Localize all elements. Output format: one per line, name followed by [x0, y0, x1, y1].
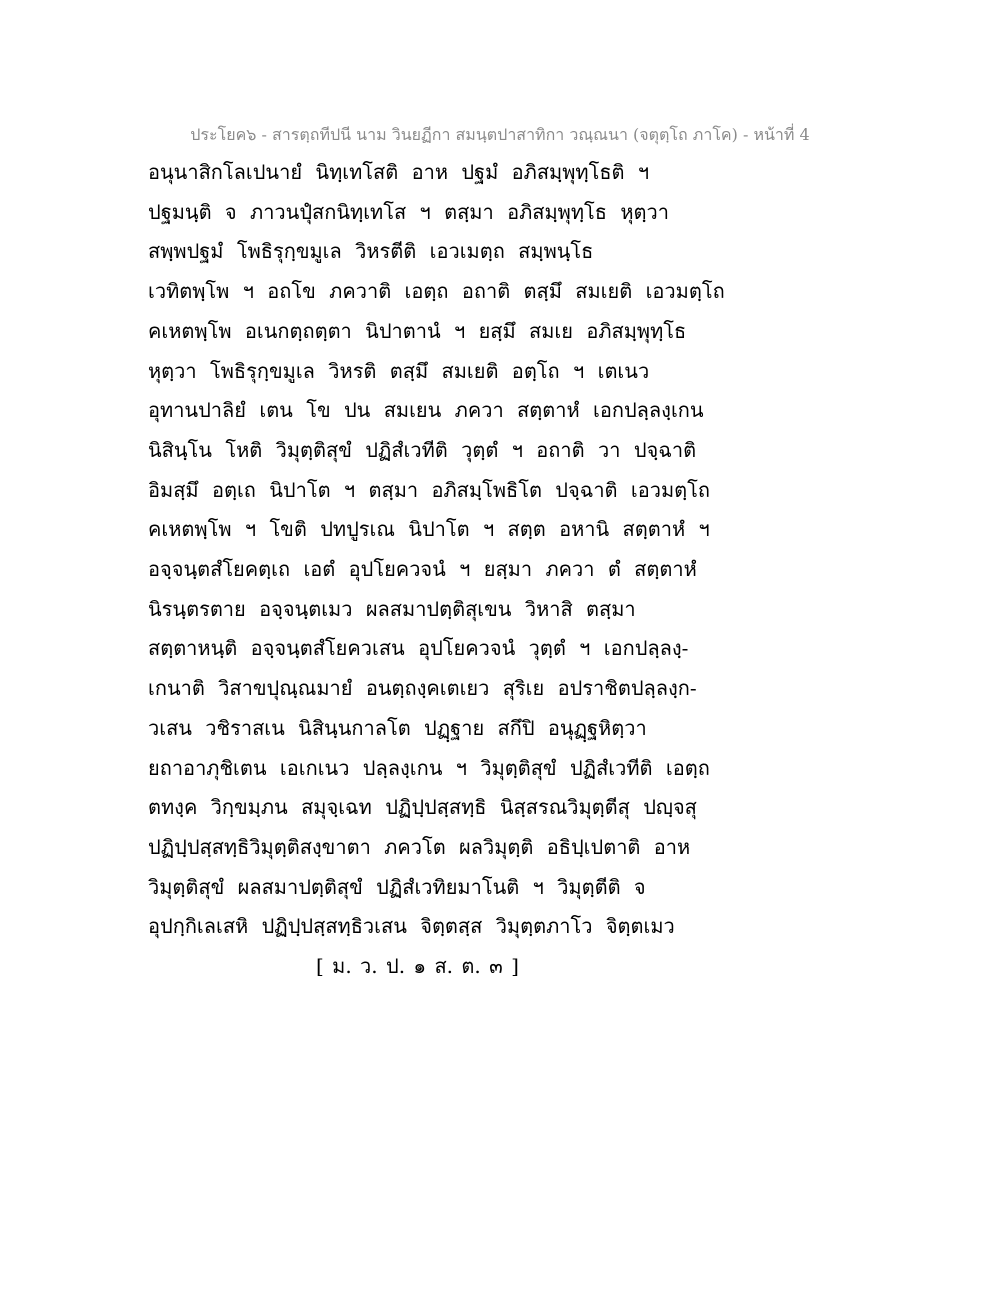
body-line: วิมุตฺติสุขํ ผลสมาปตฺติสุขํ ปฏิสํเวทิยมาโนติ ฯ วิมุตฺตีติ จ	[148, 874, 646, 899]
body-line: สพฺพปฐมํ โพธิรุกฺขมูเล วิหรตีติ เอวเมตฺถ สมฺพนฺโธ	[148, 239, 594, 264]
body-line: อุปกฺกิเลเสหิ ปฏิปฺปสฺสทฺธิวเสน จิตฺตสฺส วิมุตฺตภาโว จิตฺตเมว	[148, 914, 675, 939]
body-line: สตฺตาหนฺติ อจฺจนฺตสํโยควเสน อุปโยควจนํ วุตฺตํ ฯ เอกปลฺลงฺ-	[148, 636, 689, 661]
body-line: ปฐมนฺติ จ ภาวนปุํสกนิทฺเทโส ฯ ตสฺมา อภิสมฺพุทฺโธ หุตฺวา	[148, 199, 669, 224]
body-line: เกนาติ วิสาขปุณฺณมายํ อนตฺถงฺคเตเยว สุริเย อปราชิตปลฺลงฺก-	[148, 676, 697, 701]
body-line: ปฏิปฺปสฺสทฺธิวิมุตฺติสงฺขาตา ภควโต ผลวิมุตฺติ อธิปฺเปตาติ อาห	[148, 834, 691, 859]
body-line: ยถาอาภุชิเตน เอเกเนว ปลฺลงฺเกน ฯ วิมุตฺติสุขํ ปฏิสํเวทีติ เอตฺถ	[148, 755, 710, 780]
body-line: อนุนาสิกโลเปนายํ นิทฺเทโสติ อาห ปฐมํ อภิสมฺพุทฺโธติ ฯ	[148, 160, 650, 184]
body-line: นิสินฺโน โหติ วิมุตฺติสุขํ ปฏิสํเวทีติ วุตฺตํ ฯ อถาติ วา ปจฺฉาติ	[148, 437, 697, 462]
body-line: หุตฺวา โพธิรุกฺขมูเล วิหรติ ตสฺมึ สมเยติ อตฺโถ ฯ เตเนว	[148, 358, 650, 383]
citation-reference: [ ม. ว. ป. ๑ ส. ต. ๓ ]	[316, 954, 519, 979]
body-line: อุทานปาลิยํ เตน โข ปน สมเยน ภควา สตฺตาหํ เอกปลฺลงฺเกน	[148, 398, 704, 423]
body-text	[148, 153, 748, 987]
body-line: ตทงฺค วิกฺขมฺภน สมุจฺเฉท ปฏิปฺปสฺสทฺธิ นิสฺสรณวิมุตฺตีสุ ปญฺจสุ	[148, 795, 697, 820]
body-line: คเหตพฺโพ ฯ โขติ ปทปูรเณ นิปาโต ฯ สตฺต อหานิ สตฺตาหํ ฯ	[148, 517, 710, 542]
body-line: เวทิตพฺโพ ฯ อถโข ภควาติ เอตฺถ อถาติ ตสฺมึ สมเยติ เอวมตฺโถ	[148, 279, 725, 304]
body-line: อจฺจนฺตสํโยคตฺเถ เอตํ อุปโยควจนํ ฯ ยสฺมา ภควา ตํ สตฺตาหํ	[148, 557, 697, 582]
body-line: นิรนฺตรตาย อจฺจนฺตเมว ผลสมาปตฺติสุเขน วิหาสิ ตสฺมา	[148, 596, 636, 621]
page-header: ประโยค๖ - สารตฺถทีปนี นาม วินยฏีกา สมนฺตปาสาทิกา วณฺณนา (จตุตฺโถ ภาโค) - หน้าที่ 4	[190, 125, 810, 144]
body-line: คเหตพฺโพ อเนกตฺถตฺตา นิปาตานํ ฯ ยสฺมึ สมเย อภิสมฺพุทฺโธ	[148, 318, 687, 343]
body-line: วเสน วชิราสเน นิสินฺนกาลโต ปฏฺฐาย สกึปิ อนุฏฺฐหิตฺวา	[148, 715, 647, 740]
body-line: อิมสฺมึ อตฺเถ นิปาโต ฯ ตสฺมา อภิสมฺโพธิโต ปจฺฉาติ เอวมตฺโถ	[148, 477, 711, 502]
